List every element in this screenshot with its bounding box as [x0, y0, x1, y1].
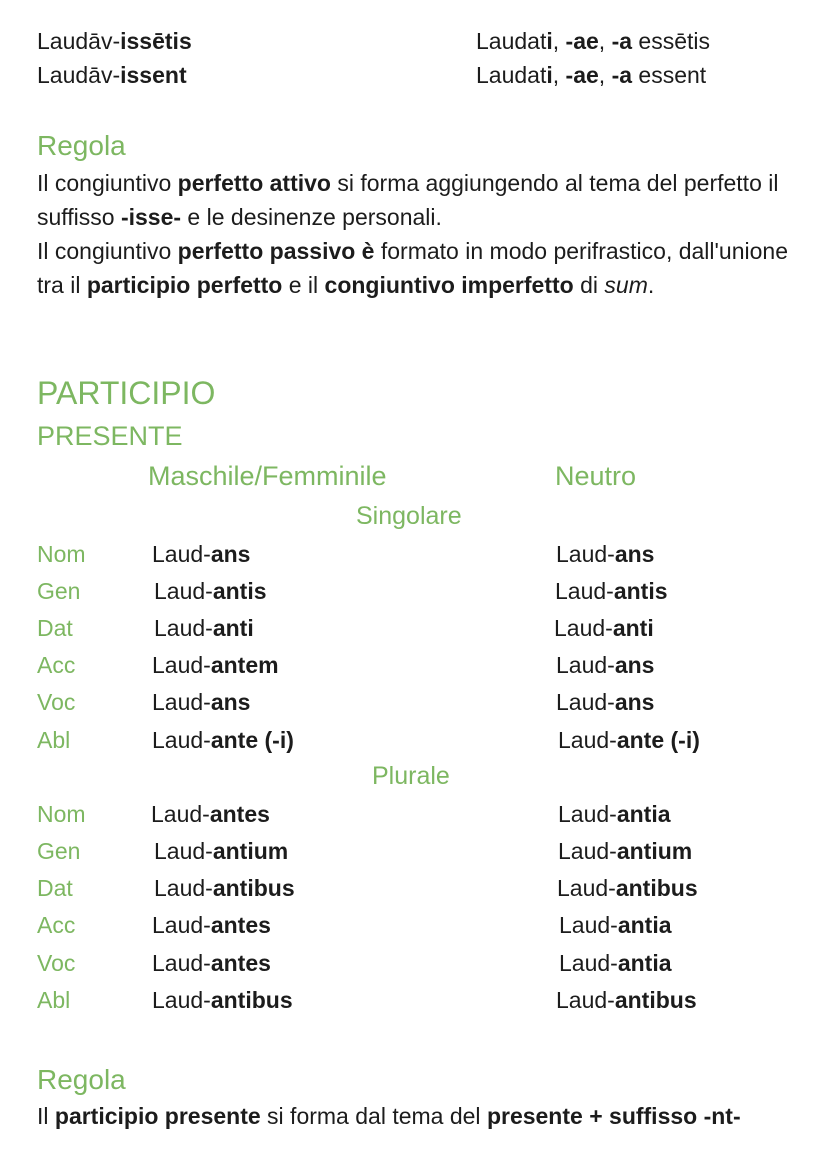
- case-label: Gen: [37, 578, 81, 604]
- neutro-form: Laud-antibus: [556, 987, 697, 1013]
- mf-form: Laud-antibus: [152, 987, 293, 1013]
- neutro-form: Laud-ans: [556, 652, 655, 678]
- top-row-right-2: Laudati, -ae, -a essent: [476, 62, 707, 88]
- case-label: Abl: [37, 727, 71, 753]
- case-label: Dat: [37, 615, 73, 641]
- mf-form: Laud-antis: [154, 578, 267, 604]
- neutro-form: Laud-ans: [556, 541, 655, 567]
- case-label: Gen: [37, 838, 81, 864]
- column-header-mf: Maschile/Femminile: [148, 461, 387, 491]
- case-label: Acc: [37, 912, 76, 938]
- regola-heading-1: Regola: [37, 130, 126, 161]
- case-label: Nom: [37, 541, 86, 567]
- mf-form: Laud-antes: [152, 950, 271, 976]
- neutro-form: Laud-antia: [559, 950, 672, 976]
- top-row-right-1: Laudati, -ae, -a essētis: [476, 28, 710, 54]
- neutro-form: Laud-ans: [556, 689, 655, 715]
- participio-heading: PARTICIPIO: [37, 375, 216, 411]
- presente-heading: PRESENTE: [37, 421, 183, 451]
- neutro-form: Laud-antia: [558, 801, 671, 827]
- case-label: Voc: [37, 689, 76, 715]
- mf-form: Laud-antem: [152, 652, 279, 678]
- mf-form: Laud-ante (-i): [152, 727, 294, 753]
- mf-form: Laud-antibus: [154, 875, 295, 901]
- top-row-left-2: Laudāv-issent: [37, 62, 187, 88]
- regola-heading-2: Regola: [37, 1064, 126, 1095]
- mf-form: Laud-ans: [152, 689, 251, 715]
- column-header-neutro: Neutro: [555, 461, 637, 491]
- case-label: Abl: [37, 987, 71, 1013]
- mf-form: Laud-antium: [154, 838, 289, 864]
- neutro-form: Laud-anti: [554, 615, 654, 641]
- neutro-form: Laud-ante (-i): [558, 727, 700, 753]
- neutro-form: Laud-antis: [555, 578, 668, 604]
- regola-paragraph-2: Il participio presente si forma dal tema del presente + suffisso -nt-: [37, 1103, 741, 1129]
- plurale-label: Plurale: [372, 762, 450, 790]
- case-label: Acc: [37, 652, 76, 678]
- case-label: Nom: [37, 801, 86, 827]
- top-row-left-1: Laudāv-issētis: [37, 28, 192, 54]
- singolare-label: Singolare: [356, 502, 462, 530]
- mf-form: Laud-anti: [154, 615, 254, 641]
- neutro-form: Laud-antium: [558, 838, 693, 864]
- mf-form: Laud-antes: [151, 801, 270, 827]
- neutro-form: Laud-antibus: [557, 875, 698, 901]
- case-label: Voc: [37, 950, 76, 976]
- neutro-form: Laud-antia: [559, 912, 672, 938]
- mf-form: Laud-ans: [152, 541, 251, 567]
- mf-form: Laud-antes: [152, 912, 271, 938]
- case-label: Dat: [37, 875, 73, 901]
- regola-paragraph-1: Il congiuntivo perfetto attivo si forma aggiungendo al tema del perfetto il suffisso -isse- e le desinenze personali. Il congiuntivo perfetto passivo è formato in modo perifrastico, dall'unione tra il participio perfetto e il congiuntivo imperfetto di sum.: [37, 170, 788, 298]
